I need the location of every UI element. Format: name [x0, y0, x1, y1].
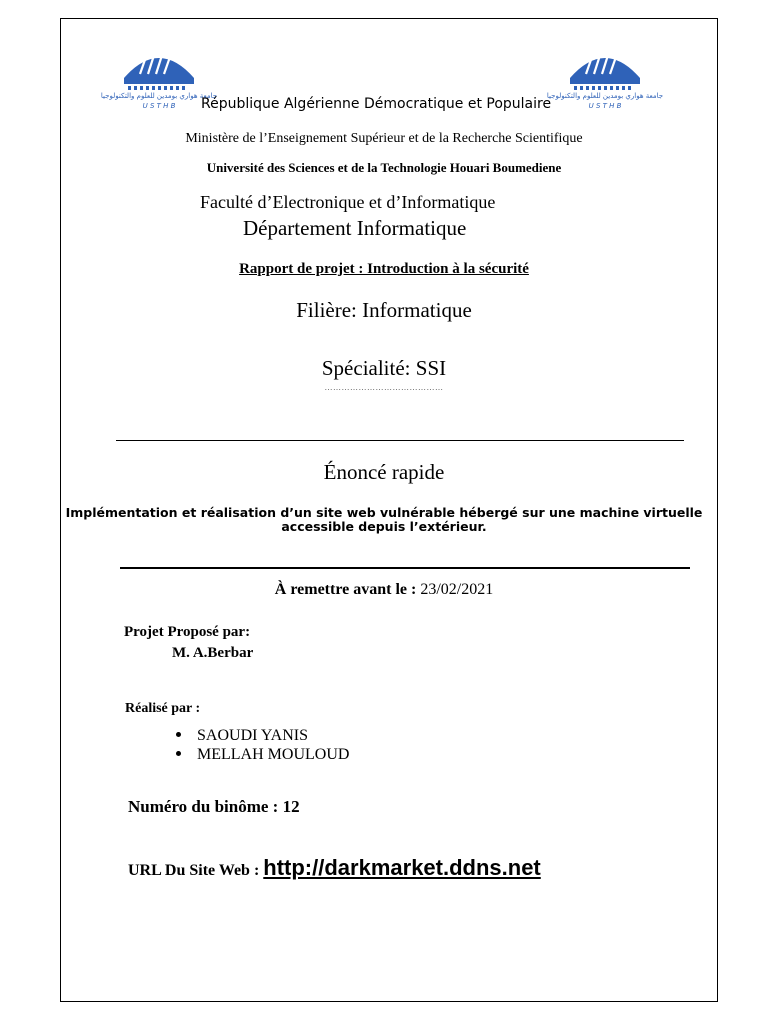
proposed-label: Projet Proposé par: — [124, 624, 251, 640]
team-member — [176, 746, 349, 764]
proposed-name: M. A.Berbar — [172, 645, 254, 661]
svg-text:جامعة هواري بومدين للعلوم والت: جامعة هواري بومدين للعلوم والتكنولوجيا — [100, 92, 218, 100]
ministry-line: Ministère de l’Enseignement Supérieur et de la Recherche Scientifique — [185, 131, 583, 146]
svg-text:U S T H B: U S T H B — [588, 102, 622, 110]
faculty-line: Faculté d’Electronique et d’Informatique — [200, 192, 496, 212]
filiere-line: Filière: Informatique — [296, 298, 472, 322]
svg-text:U S T H B: U S T H B — [142, 102, 176, 110]
team-member-name: MELLAH MOULOUD — [197, 746, 350, 763]
enonce-title: Énoncé rapide — [323, 460, 445, 484]
dotted-line: …………………………………… — [324, 383, 444, 392]
team-member-name: SAOUDI YANIS — [197, 727, 308, 744]
realise-label: Réalisé par : — [125, 701, 201, 716]
specialite-line: Spécialité: SSI — [321, 356, 447, 380]
website-link[interactable]: http://darkmarket.ddns.net — [263, 855, 541, 880]
usthb-logo-right — [546, 42, 664, 110]
binome-number: Numéro du binôme : 12 — [128, 797, 300, 816]
enonce-line-2: accessible depuis l’extérieur. — [281, 519, 487, 534]
report-title: Rapport de projet : Introduction à la sécurité — [239, 261, 529, 277]
deadline-line — [0, 581, 768, 599]
enonce-description — [0, 506, 768, 534]
separator-top — [116, 440, 684, 441]
usthb-logo-right-graphic — [546, 42, 664, 110]
usthb-logo-left-graphic — [100, 42, 218, 110]
usthb-logo-left — [100, 42, 218, 110]
url-label: URL Du Site Web : — [128, 862, 260, 879]
deadline-label: À remettre avant le : — [274, 581, 417, 598]
separator-bottom — [120, 567, 690, 569]
svg-text:جامعة هواري بومدين للعلوم والت: جامعة هواري بومدين للعلوم والتكنولوجيا — [546, 92, 664, 100]
team-member — [176, 727, 308, 745]
bullet-icon — [176, 732, 181, 737]
url-line — [128, 855, 541, 881]
department-line: Département Informatique — [243, 216, 467, 240]
deadline-date: 23/02/2021 — [420, 581, 494, 598]
enonce-line-1: Implémentation et réalisation d’un site web vulnérable hébergé sur une machine virtuelle — [65, 505, 703, 520]
republic-title: République Algérienne Démocratique et Populaire — [201, 96, 552, 112]
bullet-icon — [176, 751, 181, 756]
university-line: Université des Sciences et de la Technologie Houari Boumediene — [206, 160, 562, 175]
